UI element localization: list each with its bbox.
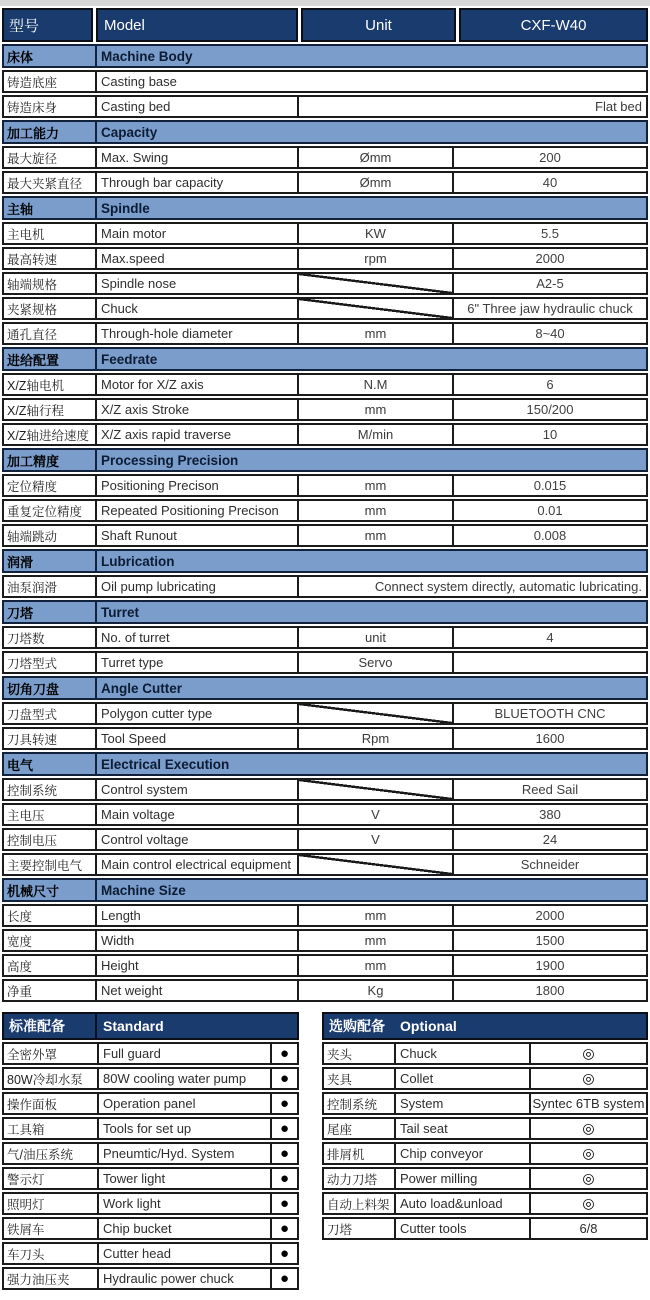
row-label-cn: 刀具转速 <box>7 732 58 747</box>
row-label-en: Motor for X/Z axis <box>95 375 297 394</box>
standard-table <box>2 1012 299 1290</box>
section-title-cn: 主轴 <box>7 201 34 217</box>
row-label-en: Max. Swing <box>95 148 297 167</box>
row-label-en: Through bar capacity <box>95 173 297 192</box>
item-label-en: Cutter head <box>97 1244 270 1263</box>
optional-row <box>322 1092 648 1115</box>
row-value: Flat bed <box>297 97 646 116</box>
item-label-cn: 排屑机 <box>327 1147 365 1162</box>
row-label-en: Through-hole diameter <box>95 324 297 343</box>
slash-diagonal-icon <box>299 274 452 293</box>
row-label-en: Tool Speed <box>95 729 297 748</box>
row-label-cn: 高度 <box>7 959 33 974</box>
row-value: Reed Sail <box>452 780 646 799</box>
standard-row <box>2 1042 299 1065</box>
row-unit: Rpm <box>297 729 452 748</box>
item-label-en: Chip bucket <box>97 1219 270 1238</box>
row-unit: Ømm <box>297 148 452 167</box>
filled-circle-icon: ● <box>270 1194 297 1213</box>
optional-row <box>322 1167 648 1190</box>
standard-row <box>2 1067 299 1090</box>
spec-row <box>2 778 648 801</box>
row-label-cn: 长度 <box>7 909 33 924</box>
row-value: 200 <box>452 148 646 167</box>
row-label-en: Main voltage <box>95 805 297 824</box>
row-value: 10 <box>452 425 646 444</box>
spec-row <box>2 146 648 169</box>
section-title-en: Angle Cutter <box>95 678 646 698</box>
row-unit: mm <box>297 476 452 495</box>
standard-row <box>2 1267 299 1290</box>
double-circle-icon: ◎ <box>529 1044 646 1063</box>
spec-row <box>2 272 648 295</box>
row-unit: Kg <box>297 981 452 1000</box>
item-label-cn: 刀塔 <box>327 1222 353 1237</box>
row-label-cn: 夹紧规格 <box>7 302 58 317</box>
row-label-en: Repeated Positioning Precison <box>95 501 297 520</box>
optional-rows-container <box>322 1042 648 1240</box>
standard-row <box>2 1117 299 1140</box>
row-label-cn: X/Z轴电机 <box>7 378 64 393</box>
section-title-cn: 加工精度 <box>7 453 60 469</box>
row-label-cn: 主电机 <box>7 227 45 242</box>
optional-row <box>322 1142 648 1165</box>
header-model-code: CXF-W40 <box>459 8 648 42</box>
spec-row <box>2 247 648 270</box>
section-title-cn: 加工能力 <box>7 125 60 141</box>
spec-row <box>2 297 648 320</box>
item-label-cn: 警示灯 <box>7 1172 45 1187</box>
item-label-cn: 夹具 <box>327 1072 353 1087</box>
row-label-cn: X/Z轴行程 <box>7 403 64 418</box>
row-label-en: Casting base <box>95 72 646 91</box>
main-spec-table <box>2 8 648 1002</box>
standard-row <box>2 1142 299 1165</box>
section-title-en: Capacity <box>95 122 646 142</box>
item-label-en: 80W cooling water pump <box>97 1069 270 1088</box>
row-value: BLUETOOTH CNC <box>452 704 646 723</box>
header-model-cn: 型号 <box>2 8 93 42</box>
section-band <box>2 448 648 472</box>
row-value: 40 <box>452 173 646 192</box>
row-value: 1800 <box>452 981 646 1000</box>
spec-row <box>2 954 648 977</box>
row-label-cn: 控制电压 <box>7 833 58 848</box>
standard-row <box>2 1092 299 1115</box>
standard-row <box>2 1242 299 1265</box>
standard-table-header <box>2 1012 299 1040</box>
row-label-en: Shaft Runout <box>95 526 297 545</box>
row-value: 8~40 <box>452 324 646 343</box>
item-label-en: Auto load&unload <box>394 1194 529 1213</box>
section-title-en: Machine Size <box>95 880 646 900</box>
item-label-en: Chip conveyor <box>394 1144 529 1163</box>
optional-table <box>322 1012 648 1290</box>
standard-row <box>2 1167 299 1190</box>
spec-row <box>2 95 648 118</box>
item-label-en: Hydraulic power chuck <box>97 1269 270 1288</box>
spec-rows-container <box>2 44 648 1002</box>
item-label-en: Cutter tools <box>394 1219 529 1238</box>
row-value: 2000 <box>452 249 646 268</box>
filled-circle-icon: ● <box>270 1244 297 1263</box>
spec-row <box>2 524 648 547</box>
spec-row <box>2 702 648 725</box>
section-title-cn: 床体 <box>7 49 34 65</box>
row-label-en: Height <box>95 956 297 975</box>
section-band <box>2 44 648 68</box>
row-label-cn: 油泵润滑 <box>7 580 58 595</box>
row-value: A2-5 <box>452 274 646 293</box>
section-title-cn: 电气 <box>7 757 34 773</box>
row-label-en: Polygon cutter type <box>95 704 297 723</box>
section-band <box>2 752 648 776</box>
row-label-cn: 轴端规格 <box>7 277 58 292</box>
standard-row <box>2 1192 299 1215</box>
row-value: 6" Three jaw hydraulic chuck <box>452 299 646 318</box>
row-label-cn: X/Z轴进给速度 <box>7 428 89 443</box>
spec-row <box>2 70 648 93</box>
filled-circle-icon: ● <box>270 1144 297 1163</box>
standard-row <box>2 1217 299 1240</box>
row-value: 6 <box>452 375 646 394</box>
section-title-en: Machine Body <box>95 46 646 66</box>
item-label-en: Work light <box>97 1194 270 1213</box>
optional-row <box>322 1042 648 1065</box>
row-unit: mm <box>297 931 452 950</box>
slash-diagonal-icon <box>299 855 452 874</box>
row-label-en: X/Z axis rapid traverse <box>95 425 297 444</box>
option-value: Syntec 6TB system <box>529 1094 646 1113</box>
spec-row <box>2 626 648 649</box>
filled-circle-icon: ● <box>270 1069 297 1088</box>
item-label-cn: 全密外罩 <box>7 1047 58 1062</box>
row-label-en: No. of turret <box>95 628 297 647</box>
item-label-cn: 气/油压系统 <box>7 1147 73 1162</box>
row-label-en: X/Z axis Stroke <box>95 400 297 419</box>
optional-table-header <box>322 1012 648 1040</box>
slash-diagonal-icon <box>299 704 452 723</box>
spec-row <box>2 398 648 421</box>
item-label-cn: 尾座 <box>327 1122 353 1137</box>
section-band <box>2 600 648 624</box>
item-label-en: Operation panel <box>97 1094 270 1113</box>
section-title-cn: 进给配置 <box>7 352 60 368</box>
section-title-en: Electrical Execution <box>95 754 646 774</box>
row-unit: mm <box>297 906 452 925</box>
row-value: 150/200 <box>452 400 646 419</box>
row-label-en: Main motor <box>95 224 297 243</box>
row-label-en: Oil pump lubricating <box>95 577 297 596</box>
row-label-en: Spindle nose <box>95 274 297 293</box>
item-label-en: Power milling <box>394 1169 529 1188</box>
row-label-en: Chuck <box>95 299 297 318</box>
row-value: 2000 <box>452 906 646 925</box>
row-label-cn: 铸造底座 <box>7 75 58 90</box>
standard-rows-container <box>2 1042 299 1290</box>
section-title-en: Turret <box>95 602 646 622</box>
row-label-en: Turret type <box>95 653 297 672</box>
row-label-en: Casting bed <box>95 97 297 116</box>
row-value: 0.015 <box>452 476 646 495</box>
spec-row <box>2 929 648 952</box>
row-label-cn: 刀盘型式 <box>7 707 58 722</box>
section-band <box>2 549 648 573</box>
section-title-cn: 刀塔 <box>7 605 34 621</box>
row-label-cn: 控制系统 <box>7 783 58 798</box>
item-label-cn: 自动上料架 <box>327 1197 390 1212</box>
row-label-cn: 铸造床身 <box>7 100 58 115</box>
row-label-en: Main control electrical equipment <box>95 855 297 874</box>
row-label-en: Length <box>95 906 297 925</box>
item-label-cn: 照明灯 <box>7 1197 45 1212</box>
spec-row <box>2 423 648 446</box>
double-circle-icon: ◎ <box>529 1144 646 1163</box>
row-value: 24 <box>452 830 646 849</box>
section-title-en: Lubrication <box>95 551 646 571</box>
row-unit: mm <box>297 400 452 419</box>
row-unit: Servo <box>297 653 452 672</box>
header-model-en: Model <box>96 8 298 42</box>
item-label-cn: 控制系统 <box>327 1097 378 1112</box>
bottom-tables <box>2 1012 648 1290</box>
item-label-cn: 夹头 <box>327 1047 353 1062</box>
row-unit: mm <box>297 501 452 520</box>
row-label-en: Net weight <box>95 981 297 1000</box>
optional-title-cn: 选购配备 <box>329 1018 385 1034</box>
double-circle-icon: ◎ <box>529 1069 646 1088</box>
row-value: Schneider <box>452 855 646 874</box>
section-title-en: Feedrate <box>95 349 646 369</box>
row-value: 380 <box>452 805 646 824</box>
row-label-en: Positioning Precison <box>95 476 297 495</box>
double-circle-icon: ◎ <box>529 1194 646 1213</box>
optional-row <box>322 1192 648 1215</box>
filled-circle-icon: ● <box>270 1044 297 1063</box>
spec-row <box>2 474 648 497</box>
optional-title-en: Optional <box>400 1018 457 1034</box>
item-label-cn: 动力刀塔 <box>327 1172 378 1187</box>
item-label-en: Collet <box>394 1069 529 1088</box>
row-label-cn: 轴端跳动 <box>7 529 58 544</box>
item-label-en: Tools for set up <box>97 1119 270 1138</box>
row-unit: KW <box>297 224 452 243</box>
standard-title-cn: 标准配备 <box>9 1018 65 1034</box>
table-header-row <box>2 8 648 42</box>
item-label-cn: 80W冷却水泵 <box>7 1072 83 1087</box>
item-label-en: Tower light <box>97 1169 270 1188</box>
row-label-en: Control voltage <box>95 830 297 849</box>
row-unit: mm <box>297 324 452 343</box>
row-unit <box>297 855 452 874</box>
option-value: 6/8 <box>529 1219 646 1238</box>
spec-row <box>2 373 648 396</box>
section-title-cn: 机械尺寸 <box>7 883 60 899</box>
section-band <box>2 120 648 144</box>
section-band <box>2 878 648 902</box>
optional-row <box>322 1067 648 1090</box>
row-unit: mm <box>297 956 452 975</box>
optional-row <box>322 1217 648 1240</box>
item-label-en: System <box>394 1094 529 1113</box>
section-band <box>2 196 648 220</box>
item-label-en: Pneumtic/Hyd. System <box>97 1144 270 1163</box>
row-label-cn: 最高转速 <box>7 252 58 267</box>
spec-row <box>2 803 648 826</box>
section-band <box>2 347 648 371</box>
row-unit <box>297 704 452 723</box>
row-value: 4 <box>452 628 646 647</box>
filled-circle-icon: ● <box>270 1094 297 1113</box>
row-unit <box>297 299 452 318</box>
item-label-cn: 铁屑车 <box>7 1222 45 1237</box>
standard-title-en: Standard <box>95 1014 297 1038</box>
row-label-cn: 刀塔型式 <box>7 656 58 671</box>
row-label-cn: 定位精度 <box>7 479 58 494</box>
item-label-cn: 车刀头 <box>7 1247 45 1262</box>
row-value: 0.01 <box>452 501 646 520</box>
row-unit: V <box>297 830 452 849</box>
row-label-en: Width <box>95 931 297 950</box>
row-value: Connect system directly, automatic lubricating. <box>297 577 646 596</box>
header-unit: Unit <box>301 8 456 42</box>
section-title-cn: 切角刀盘 <box>7 681 60 697</box>
spec-row <box>2 222 648 245</box>
row-label-cn: 最大夹紧直径 <box>7 176 83 191</box>
optional-row <box>322 1117 648 1140</box>
row-unit: Ømm <box>297 173 452 192</box>
top-border-strip <box>0 0 650 6</box>
row-unit <box>297 274 452 293</box>
row-value <box>452 653 646 672</box>
row-unit: M/min <box>297 425 452 444</box>
filled-circle-icon: ● <box>270 1269 297 1288</box>
spec-row <box>2 322 648 345</box>
row-value: 1500 <box>452 931 646 950</box>
spec-row <box>2 828 648 851</box>
spec-row <box>2 979 648 1002</box>
row-label-cn: 净重 <box>7 984 33 999</box>
row-label-cn: 刀塔数 <box>7 631 45 646</box>
item-label-cn: 工具箱 <box>7 1122 45 1137</box>
double-circle-icon: ◎ <box>529 1169 646 1188</box>
row-value: 5.5 <box>452 224 646 243</box>
filled-circle-icon: ● <box>270 1219 297 1238</box>
spec-row <box>2 575 648 598</box>
row-label-cn: 宽度 <box>7 934 33 949</box>
section-title-cn: 润滑 <box>7 554 34 570</box>
row-unit: N.M <box>297 375 452 394</box>
spec-row <box>2 171 648 194</box>
row-value: 0.008 <box>452 526 646 545</box>
filled-circle-icon: ● <box>270 1169 297 1188</box>
section-title-en: Processing Precision <box>95 450 646 470</box>
row-label-cn: 通孔直径 <box>7 327 58 342</box>
slash-diagonal-icon <box>299 299 452 318</box>
item-label-cn: 操作面板 <box>7 1097 58 1112</box>
row-label-en: Control system <box>95 780 297 799</box>
row-label-cn: 主要控制电气 <box>7 858 83 873</box>
section-title-en: Spindle <box>95 198 646 218</box>
row-unit: unit <box>297 628 452 647</box>
spec-row <box>2 904 648 927</box>
row-label-en: Max.speed <box>95 249 297 268</box>
row-unit: mm <box>297 526 452 545</box>
item-label-en: Tail seat <box>394 1119 529 1138</box>
item-label-en: Full guard <box>97 1044 270 1063</box>
row-label-cn: 主电压 <box>7 808 45 823</box>
section-band <box>2 676 648 700</box>
spec-row <box>2 727 648 750</box>
double-circle-icon: ◎ <box>529 1119 646 1138</box>
row-unit <box>297 780 452 799</box>
item-label-en: Chuck <box>394 1044 529 1063</box>
row-unit: V <box>297 805 452 824</box>
item-label-cn: 强力油压夹 <box>7 1272 70 1287</box>
spec-row <box>2 499 648 522</box>
row-label-cn: 重复定位精度 <box>7 504 83 519</box>
row-value: 1600 <box>452 729 646 748</box>
row-unit: rpm <box>297 249 452 268</box>
spec-row <box>2 853 648 876</box>
row-value: 1900 <box>452 956 646 975</box>
row-label-cn: 最大旋径 <box>7 151 58 166</box>
spec-row <box>2 651 648 674</box>
filled-circle-icon: ● <box>270 1119 297 1138</box>
slash-diagonal-icon <box>299 780 452 799</box>
